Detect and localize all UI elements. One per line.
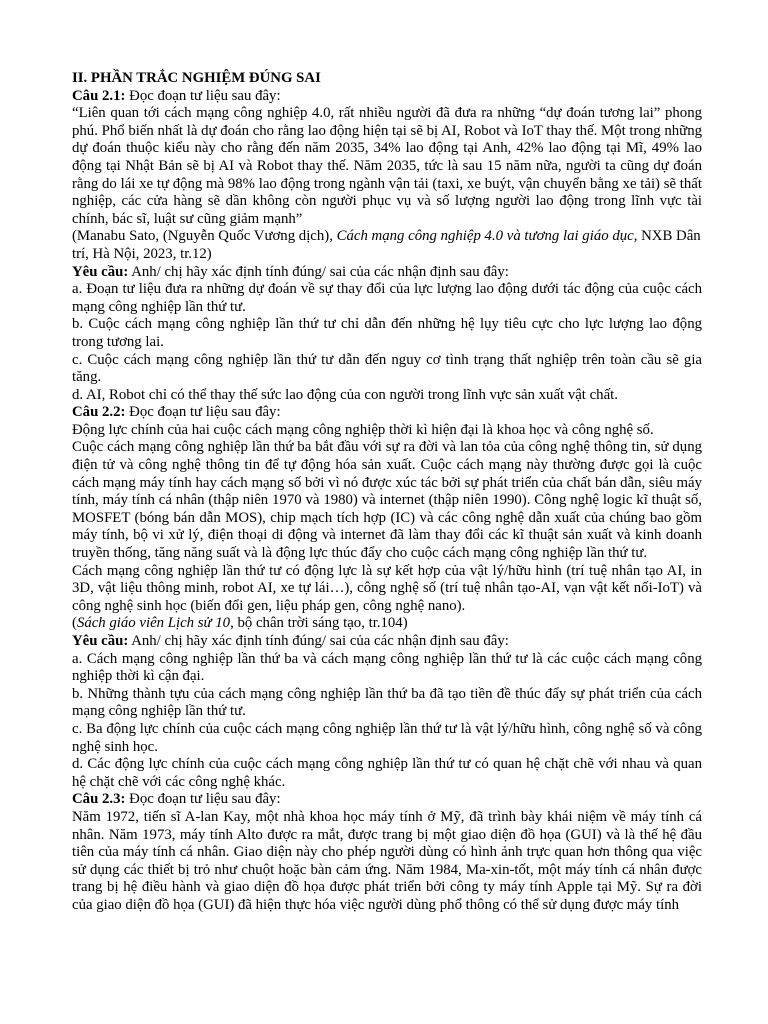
requirement-text: Anh/ chị hãy xác định tính đúng/ sai của các nhận định sau đây: bbox=[128, 263, 509, 280]
question-intro: Đọc đoạn tư liệu sau đây: bbox=[125, 87, 281, 104]
question-label: Câu 2.3: bbox=[72, 791, 126, 808]
statement-a: a. Đoạn tư liệu đưa ra những dự đoán về sự thay đổi của lực lượng lao động dưới tác động của cuộc cách mạng công nghiệp lần thứ tư. bbox=[72, 281, 702, 315]
citation-publisher: , bộ chân trời sáng tạo, tr.104) bbox=[230, 615, 408, 632]
question-2-2-header bbox=[72, 404, 702, 422]
question-intro: Đọc đoạn tư liệu sau đây: bbox=[125, 404, 281, 421]
citation-author: (Manabu Sato, (Nguyễn Quốc Vương dịch), bbox=[72, 228, 337, 245]
citation-open: ( bbox=[72, 615, 77, 632]
source-paragraph-1: Động lực chính của hai cuộc cách mạng công nghiệp thời kì hiện đại là khoa học và công nghệ số. bbox=[72, 421, 654, 438]
statement-c: c. Cuộc cách mạng công nghiệp lần thứ tư dẫn đến nguy cơ tình trạng thất nghiệp trên toàn cầu sẽ gia tăng. bbox=[72, 351, 702, 386]
section-title: II. PHẦN TRẮC NGHIỆM ĐÚNG SAI bbox=[72, 70, 321, 86]
requirement bbox=[72, 264, 702, 282]
question-label: Câu 2.1: bbox=[72, 87, 126, 104]
statement-b: b. Cuộc cách mạng công nghiệp lần thứ tư chỉ dẫn đến những hệ lụy tiêu cực cho lực lượng lao động trong tương lai. bbox=[72, 316, 702, 350]
document-page bbox=[72, 70, 702, 915]
citation-publisher: , NXB Dân trí, Hà Nội, 2023, tr.12) bbox=[72, 228, 701, 262]
source-paragraph-2: Cuộc cách mạng công nghiệp lần thứ ba bắt đầu với sự ra đời và lan tỏa của công nghệ thông tin, sử dụng điện tử và công nghệ thông tin để tự động hóa sản xuất. Cuộc cách mạng này thường được gọi là cuộc cách mạng máy tính hay cách mạng số bởi vì nó được xúc tác bởi sự phát triển của chất bán dẫn, siêu máy tính, máy tính cá nhân (thập niên 1970 và 1980) và internet (thập niên 1990). Công nghệ logic kĩ thuật số, MOSFET (bóng bán dẫn MOS), chip mạch tích hợp (IC) và các công nghệ dẫn xuất của chúng bao gồm máy tính, bộ vi xử lý, điện thoại di động và internet đã làm thay đổi các kĩ thuật sản xuất và kinh doanh truyền thống, tăng năng suất và là động lực thúc đẩy cho cuộc cách mạng công nghiệp lần thứ tư. bbox=[72, 439, 702, 562]
citation bbox=[72, 615, 702, 633]
question-intro: Đọc đoạn tư liệu sau đây: bbox=[125, 791, 281, 808]
statement-b: b. Những thành tựu của cách mạng công nghiệp lần thứ ba đã tạo tiền đề thúc đẩy sự phát triển của cách mạng công nghiệp lần thứ tư. bbox=[72, 685, 702, 720]
question-2-3-header bbox=[72, 791, 702, 809]
source-paragraph-3: Cách mạng công nghiệp lần thứ tư có động lực là sự kết hợp của vật lý/hữu hình (trí tuệ nhân tạo AI, in 3D, vật liệu thông minh, robot AI, xe tự lái…), công nghệ số (trí tuệ nhân tạo-AI, vạn vật kết nối-IoT) và công nghệ sinh học (biến đổi gen, liệu pháp gen, công nghệ nano). bbox=[72, 562, 702, 614]
citation bbox=[72, 228, 702, 263]
question-label: Câu 2.2: bbox=[72, 404, 126, 421]
requirement-text: Anh/ chị hãy xác định tính đúng/ sai của các nhận định sau đây: bbox=[128, 633, 509, 649]
question-2-1-header bbox=[72, 88, 702, 106]
requirement-label: Yêu cầu: bbox=[72, 633, 129, 649]
requirement-label: Yêu cầu: bbox=[72, 263, 129, 280]
statement-d: d. Các động lực chính của cuộc cách mạng công nghiệp lần thứ tư có quan hệ chặt chẽ với nhau và quan hệ chặt chẽ với các công nghệ khác. bbox=[72, 756, 702, 790]
requirement bbox=[72, 633, 702, 651]
statement-d: d. AI, Robot chỉ có thể thay thế sức lao động của con người trong lĩnh vực sản xuất vật chất. bbox=[72, 386, 618, 403]
statement-c: c. Ba động lực chính của cuộc cách mạng công nghiệp lần thứ tư là vật lý/hữu hình, công nghệ số và công nghệ sinh học. bbox=[72, 720, 702, 755]
citation-title: Cách mạng công nghiệp 4.0 và tương lai giáo dục bbox=[336, 228, 634, 245]
source-paragraph-1: Năm 1972, tiến sĩ A-lan Kay, một nhà khoa học máy tính ở Mỹ, đã trình bày khái niệm về máy tính cá nhân. Năm 1973, máy tính Alto được ra mắt, được trang bị một giao diện đồ họa (GUI) và là thế hệ đầu tiên của máy tính cá nhân. Giao diện này cho phép người dùng có hình ảnh trực quan hơn thông qua việc sử dụng các thiết bị trỏ như chuột hoặc bàn cảm ứng. Năm 1984, Ma-xin-tốt, một máy tính cá nhân được trang bị hệ điều hành và giao diện đồ họa được phát triển bởi công ty máy tính Apple tại Mỹ. Sự ra đời của giao diện đồ họa (GUI) đã hiện thực hóa việc người dùng phổ thông có thể sử dụng được máy tính bbox=[72, 808, 702, 913]
citation-title: Sách giáo viên Lịch sử 10 bbox=[76, 615, 231, 632]
source-quote: “Liên quan tới cách mạng công nghiệp 4.0, rất nhiều người đã đưa ra những “dự đoán tương lai” phong phú. Phổ biến nhất là dự đoán cho rằng lao động hiện tại sẽ bị AI, Robot và IoT thay thế. Một trong những dự đoán thuộc kiểu này cho rằng đến năm 2035, 34% lao động tại Anh, 42% lao động tại Mĩ, 49% lao động tại Nhật Bản sẽ bị AI và Robot thay thế. Năm 2035, tức là sau 15 năm nữa, người ta cũng dự đoán rằng do lái xe tự động mà 98% lao động trong ngành vận tải (taxi, xe buýt, vận chuyển bằng xe tải) sẽ thất nghiệp, các cửa hàng sẽ dần không còn người phục vụ và số lượng người lao động trong lĩnh vực tài chính, bác sĩ, luật sư cũng giảm mạnh” bbox=[72, 105, 702, 227]
statement-a: a. Cách mạng công nghiệp lần thứ ba và cách mạng công nghiệp lần thứ tư là các cuộc cách mạng công nghiệp thời kì cận đại. bbox=[72, 650, 702, 685]
